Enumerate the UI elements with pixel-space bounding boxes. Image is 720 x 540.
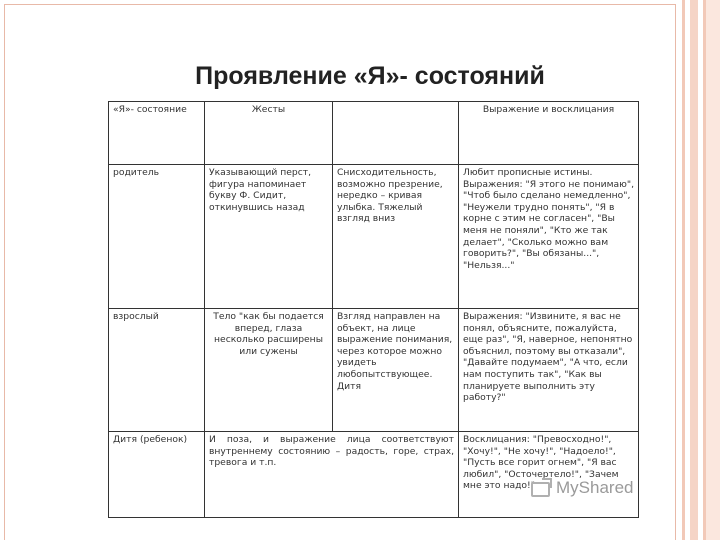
- cell-state: взрослый: [109, 309, 205, 432]
- cell-expressions: Любит прописные истины. Выражения: "Я этого не понимаю", "Чтоб было сделано немедленно", "Неужели трудно понять", "Я в корне с этим не согласен", "Вы меня не поняли", "Кто же так делает", "Сколько можно вам говорить?", "Вы обязаны...", "Нельзя...": [459, 165, 639, 309]
- cell-face: Снисходительность, возможно презрение, нередко – кривая улыбка. Тяжелый взгляд вниз: [333, 165, 459, 309]
- header-cell-face: [333, 102, 459, 165]
- cell-gestures: Тело "как бы подается вперед, глаза несколько расширены или сужены: [205, 309, 333, 432]
- table-header-row: [109, 102, 639, 165]
- table-row: [109, 309, 639, 432]
- watermark: [530, 478, 633, 498]
- cell-expressions: Выражения: "Извините, я вас не понял, объясните, пожалуйста, еще раз", "Я, наверное, непонятно объяснил, поэтому вы отказали", "Давайте подумаем", "А что, если нам поступить так", "Как вы планируете выполнить эту работу?": [459, 309, 639, 432]
- cell-expressions: Восклицания: "Превосходно!", "Хочу!", "Не хочу!", "Надоело!", "Пусть все горит огнем", "Я вас любил", "Осточертело!", "Зачем мне это надо!": [459, 432, 639, 518]
- share-icon: [530, 478, 552, 498]
- cell-gestures: Указывающий перст, фигура напоминает букву Ф. Сидит, откинувшись назад: [205, 165, 333, 309]
- header-cell-state: «Я»- состояние: [109, 102, 205, 165]
- cell-face: Взгляд направлен на объект, на лице выражение понимания, через которое можно увидеть любопытствующее. Дитя: [333, 309, 459, 432]
- header-cell-gestures: Жесты: [205, 102, 333, 165]
- header-cell-expressions: Выражение и восклицания: [459, 102, 639, 165]
- cell-state: родитель: [109, 165, 205, 309]
- cell-merged-description: И поза, и выражение лица соответствуют внутреннему состоянию – радость, горе, страх, тревога и т.п.: [205, 432, 459, 518]
- cell-state: Дитя (ребенок): [109, 432, 205, 518]
- table-row: [109, 165, 639, 309]
- table-row: [109, 432, 639, 518]
- watermark-text: MyShared: [556, 478, 634, 497]
- slide-title: Проявление «Я»- состояний: [195, 62, 545, 90]
- decorative-stripes: [676, 0, 720, 540]
- ego-states-table: [108, 101, 639, 518]
